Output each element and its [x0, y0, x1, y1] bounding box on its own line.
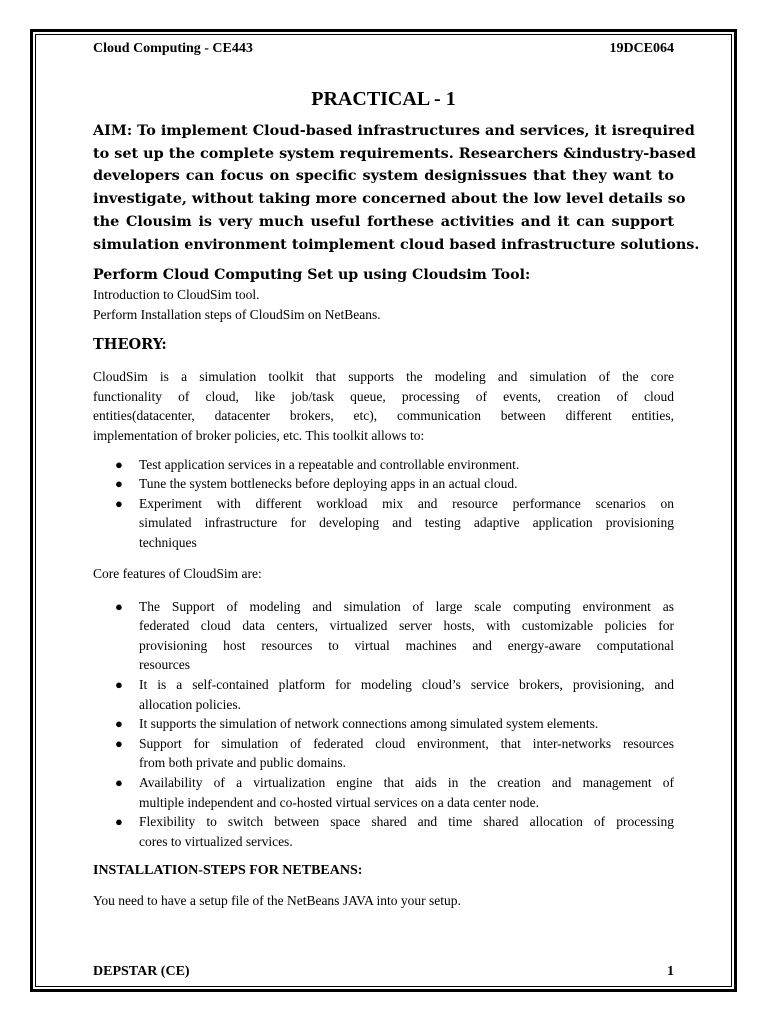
intro-line: Perform Installation steps of CloudSim on NetBeans. — [93, 307, 381, 323]
aim-line: the Clousim is very much useful forthese activities and it can support — [93, 212, 674, 230]
page-footer — [93, 963, 674, 981]
list-item — [93, 597, 674, 675]
bullet-line: Tune the system bottlenecks before deploying apps in an actual cloud. — [139, 476, 518, 492]
list-item — [93, 714, 674, 734]
practical-title: PRACTICAL - 1 — [311, 88, 456, 110]
bullet-line: The Support of modeling and simulation of large scale computing environment as — [139, 598, 674, 614]
page-number: 1 — [667, 964, 674, 979]
course-title: Cloud Computing - CE443 — [93, 41, 253, 56]
bullet-line: Flexibility to switch between space shared and time shared allocation of processing — [139, 814, 674, 830]
intro-line: Introduction to CloudSim tool. — [93, 287, 260, 303]
aim-line: simulation environment toimplement cloud based infrastructure solutions. — [93, 235, 700, 253]
list-item — [93, 455, 674, 475]
aim-paragraph — [93, 120, 700, 256]
bullet-icon: ● — [115, 716, 123, 732]
aim-line: to set up the complete system requirements. Researchers &industry-based — [93, 144, 696, 162]
bullet-icon: ● — [115, 676, 123, 692]
bullet-line: Support for simulation of federated cloud environment, that inter-networks resources — [139, 735, 674, 751]
bullet-line: allocation policies. — [139, 696, 241, 712]
setup-subheading: Perform Cloud Computing Set up using Cloudsim Tool: — [93, 267, 531, 284]
bullet-line: techniques — [139, 534, 197, 550]
bullet-line: simulated infrastructure for developing and testing adaptive application provisioning — [139, 515, 674, 531]
bullet-line: cores to virtualized services. — [139, 833, 293, 849]
list-item — [93, 773, 674, 812]
page-content — [93, 40, 700, 911]
bullet-line: It is a self-contained platform for modeling cloud’s service brokers, provisioning, and — [139, 676, 674, 692]
bullet-line: It supports the simulation of network connections among simulated system elements. — [139, 716, 599, 732]
list-item — [93, 675, 674, 714]
bullet-line: Availability of a virtualization engine that aids in the creation and management of — [139, 774, 674, 790]
aim-line: investigate, without taking more concerned about the low level details so — [93, 190, 686, 208]
installation-heading: INSTALLATION-STEPS FOR NETBEANS: — [93, 863, 363, 879]
theory-line: entities(datacenter, datacenter brokers, etc), communication between different entities, — [93, 408, 674, 424]
bullet-icon: ● — [115, 774, 123, 790]
theory-heading: THEORY: — [93, 336, 167, 354]
theory-line: CloudSim is a simulation toolkit that supports the modeling and simulation of the core — [93, 369, 674, 385]
theory-line: implementation of broker policies, etc. This toolkit allows to: — [93, 428, 425, 443]
core-features-list — [93, 597, 674, 852]
bullet-icon: ● — [115, 476, 123, 492]
bullet-line: resources — [139, 657, 190, 673]
list-item — [93, 494, 674, 553]
list-item — [93, 734, 674, 773]
list-item — [93, 812, 674, 851]
bullet-icon: ● — [115, 495, 123, 511]
bullet-icon: ● — [115, 814, 123, 830]
aim-line: AIM: To implement Cloud-based infrastructures and services, it isrequired — [93, 122, 695, 139]
bullet-line: Experiment with different workload mix and resource performance scenarios on — [139, 495, 674, 511]
installation-text: You need to have a setup file of the NetBeans JAVA into your setup. — [93, 893, 461, 909]
bullet-line: provisioning host resources to virtual machines and energy-aware computational — [139, 637, 674, 653]
theory-line: functionality of cloud, like job/task queue, processing of events, creation of cloud — [93, 388, 674, 404]
aim-line: developers can focus on specific system designissues that they want to — [93, 167, 674, 185]
theory-paragraph — [93, 367, 674, 445]
bullet-line: from both private and public domains. — [139, 755, 346, 771]
core-features-heading: Core features of CloudSim are: — [93, 565, 262, 581]
bullet-icon: ● — [115, 598, 123, 614]
bullet-icon: ● — [115, 456, 123, 472]
bullet-line: multiple independent and co-hosted virtual services on a data center node. — [139, 794, 539, 810]
toolkit-bullet-list — [93, 455, 674, 553]
department-label: DEPSTAR (CE) — [93, 964, 190, 979]
student-id: 19DCE064 — [609, 41, 674, 56]
bullet-icon: ● — [115, 735, 123, 751]
page-header — [93, 40, 674, 58]
bullet-line: federated cloud data centers, virtualized server hosts, with customizable policies for — [139, 618, 674, 634]
bullet-line: Test application services in a repeatable and controllable environment. — [139, 456, 520, 472]
list-item — [93, 474, 674, 494]
